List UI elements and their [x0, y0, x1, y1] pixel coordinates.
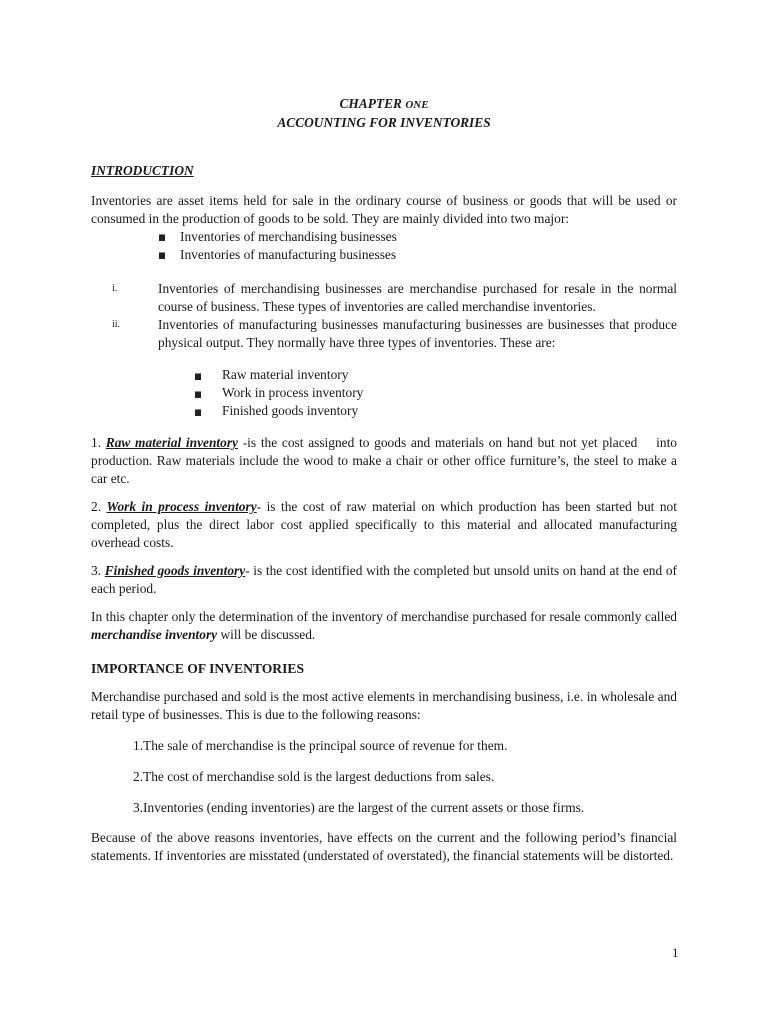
roman-item [91, 316, 677, 352]
definition-number: 2. [91, 499, 102, 514]
roman-number: i. [112, 283, 118, 294]
list-item [195, 366, 677, 384]
definition-work-in-process [91, 498, 677, 552]
square-bullet-icon [195, 409, 201, 416]
reason-item: 3.Inventories (ending inventories) are the largest of the current assets or those firms. [133, 800, 585, 815]
definition-text: - is the cost identified with the completed but unsold units on hand at the end of each period. [91, 563, 677, 596]
list-item [159, 228, 677, 246]
inventory-kinds-list [91, 228, 677, 264]
document-page [91, 95, 681, 865]
definition-number: 1. [91, 435, 102, 450]
square-bullet-icon [159, 252, 165, 259]
roman-number: ii. [112, 319, 121, 330]
list-item-text: Raw material inventory [222, 367, 349, 382]
chapter-note [91, 608, 677, 644]
chapter-heading [91, 95, 677, 114]
definition-finished-goods [91, 562, 677, 598]
roman-list [91, 280, 677, 352]
roman-text: Inventories of manufacturing businesses manufacturing businesses are businesses that produce physical output. They normally have three types of inventories. These are: [158, 317, 677, 350]
reason-item: 2.The cost of merchandise sold is the largest deductions from sales. [133, 769, 495, 784]
intro-paragraph: Inventories are asset items held for sale in the ordinary course of business or goods that will be used or consumed in the production of goods to be sold. They are mainly divided into two major: [91, 193, 677, 226]
definition-number: 3. [91, 563, 102, 578]
closing-paragraph: Because of the above reasons inventories, have effects on the current and the following period’s financial statements. If inventories are misstated (understated of overstated), the financial statements will be distorted. [91, 830, 677, 863]
square-bullet-icon [195, 391, 201, 398]
page-number: 1 [672, 945, 679, 960]
roman-item [91, 280, 677, 316]
square-bullet-icon [195, 373, 201, 380]
list-item-text: Finished goods inventory [222, 403, 359, 418]
list-item-text: Inventories of merchandising businesses [180, 229, 397, 244]
roman-text: Inventories of merchandising businesses are merchandise purchased for resale in the normal course of business. These types of inventories are called merchandise inventories. [158, 281, 677, 314]
list-item [159, 246, 677, 264]
definition-term: Raw material inventory [105, 435, 238, 450]
list-item-text: Inventories of manufacturing businesses [180, 247, 397, 262]
square-bullet-icon [159, 234, 165, 241]
importance-heading: IMPORTANCE OF INVENTORIES [91, 661, 305, 676]
note-text: In this chapter only the determination of the inventory of merchandise purchased for resale commonly called [91, 609, 677, 624]
chapter-number: ONE [405, 99, 429, 111]
chapter-word: CHAPTER [339, 96, 402, 111]
definition-raw-material [91, 434, 681, 488]
importance-paragraph: Merchandise purchased and sold is the most active elements in merchandising business, i.e. in wholesale and retail type of businesses. This is due to the following reasons: [91, 689, 677, 722]
list-item [195, 384, 677, 402]
intro-heading: INTRODUCTION [91, 163, 194, 178]
reason-item: 1.The sale of merchandise is the principal source of revenue for them. [133, 738, 508, 753]
definition-term: Finished goods inventory [104, 563, 246, 578]
list-item [195, 402, 677, 420]
definition-text: -is the cost assigned to goods and materials on hand but not yet placed into production. Raw materials include the wood to make a chair or other office furniture’s, the steel to make a car etc. [91, 435, 681, 486]
chapter-title: ACCOUNTING FOR INVENTORIES [277, 115, 491, 130]
note-term: merchandise inventory [91, 627, 218, 642]
definition-term: Work in process inventory [106, 499, 257, 514]
definition-text: - is the cost of raw material on which production has been started but not completed, plus the direct labor cost applied specifically to this material and allocated manufacturing overhead costs. [91, 499, 677, 550]
list-item-text: Work in process inventory [222, 385, 364, 400]
inventory-types-list [91, 366, 677, 420]
note-text-end: will be discussed. [217, 627, 316, 642]
